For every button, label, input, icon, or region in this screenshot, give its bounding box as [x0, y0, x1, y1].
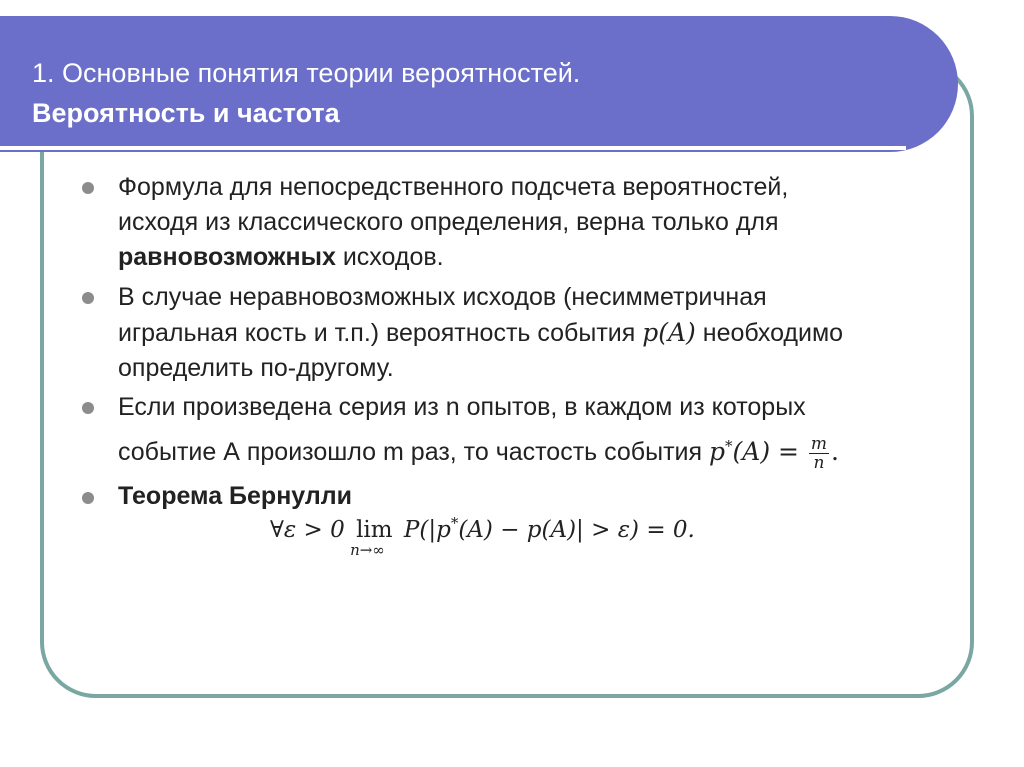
bullet-2-line-2-pre: игральная кость и т.п.) вероятность события [118, 319, 643, 347]
bullet-2-line-2 [118, 315, 843, 351]
bullet-3 [118, 390, 839, 472]
bullet-2-line-2-post: необходимо [695, 319, 844, 347]
frequency-arg: (A) = [732, 437, 807, 466]
header-divider [0, 146, 906, 150]
bullet-1-line-1: Формула для непосредственного подсчета вероятностей, [118, 173, 789, 201]
bullet-2-line-1: В случае неравновозможных исходов (несимметричная [118, 283, 767, 311]
bullet-3-line-1: Если произведена серия из n опытов, в каждом из которых [118, 393, 806, 421]
formula-prefix: ∀ε > 0 [270, 517, 353, 543]
bullet-2 [118, 280, 843, 386]
fraction [809, 435, 829, 472]
bullet-1-bold-term: равновозможных [118, 243, 336, 271]
slide-subtitle: Вероятность и частота [32, 98, 340, 128]
bullet-1-line-3 [118, 240, 788, 275]
frequency-symbol: p [709, 437, 726, 466]
bullet-dot-icon [82, 402, 94, 414]
slide-title: 1. Основные понятия теории вероятностей. [32, 58, 581, 88]
limit-subscript: n→∞ [350, 541, 385, 559]
header-band [0, 16, 958, 152]
formula-star: * [450, 514, 459, 532]
bullet-4 [118, 479, 352, 514]
formula-period: . [831, 437, 839, 466]
fraction-denominator: n [813, 453, 825, 473]
bullet-dot-icon [82, 292, 94, 304]
frequency-formula [709, 434, 839, 473]
bullet-1-line-3-rest: исходов. [335, 243, 444, 271]
bullet-3-line-2-pre: событие А произошло m раз, то частость события [118, 438, 709, 466]
bullet-1-line-2: исходя из классического определения, верна только для [118, 208, 779, 236]
formula-body-post: (A) − p(A)| > ε) = 0. [458, 517, 695, 543]
formula-body-pre: P(|p [396, 517, 451, 543]
theorem-title: Теорема Бернулли [118, 482, 353, 510]
bernoulli-formula [270, 514, 695, 559]
bullet-2-line-3: определить по-другому. [118, 354, 394, 382]
bullet-3-line-2 [118, 429, 839, 472]
bullet-dot-icon [82, 182, 94, 194]
bullet-1 [118, 170, 788, 275]
fraction-numerator: m [810, 434, 828, 454]
limit-operator [350, 517, 393, 559]
probability-symbol: p(A) [642, 318, 696, 347]
frequency-star: * [725, 437, 733, 455]
bullet-dot-icon [82, 492, 94, 504]
limit-label: lim [356, 517, 393, 543]
